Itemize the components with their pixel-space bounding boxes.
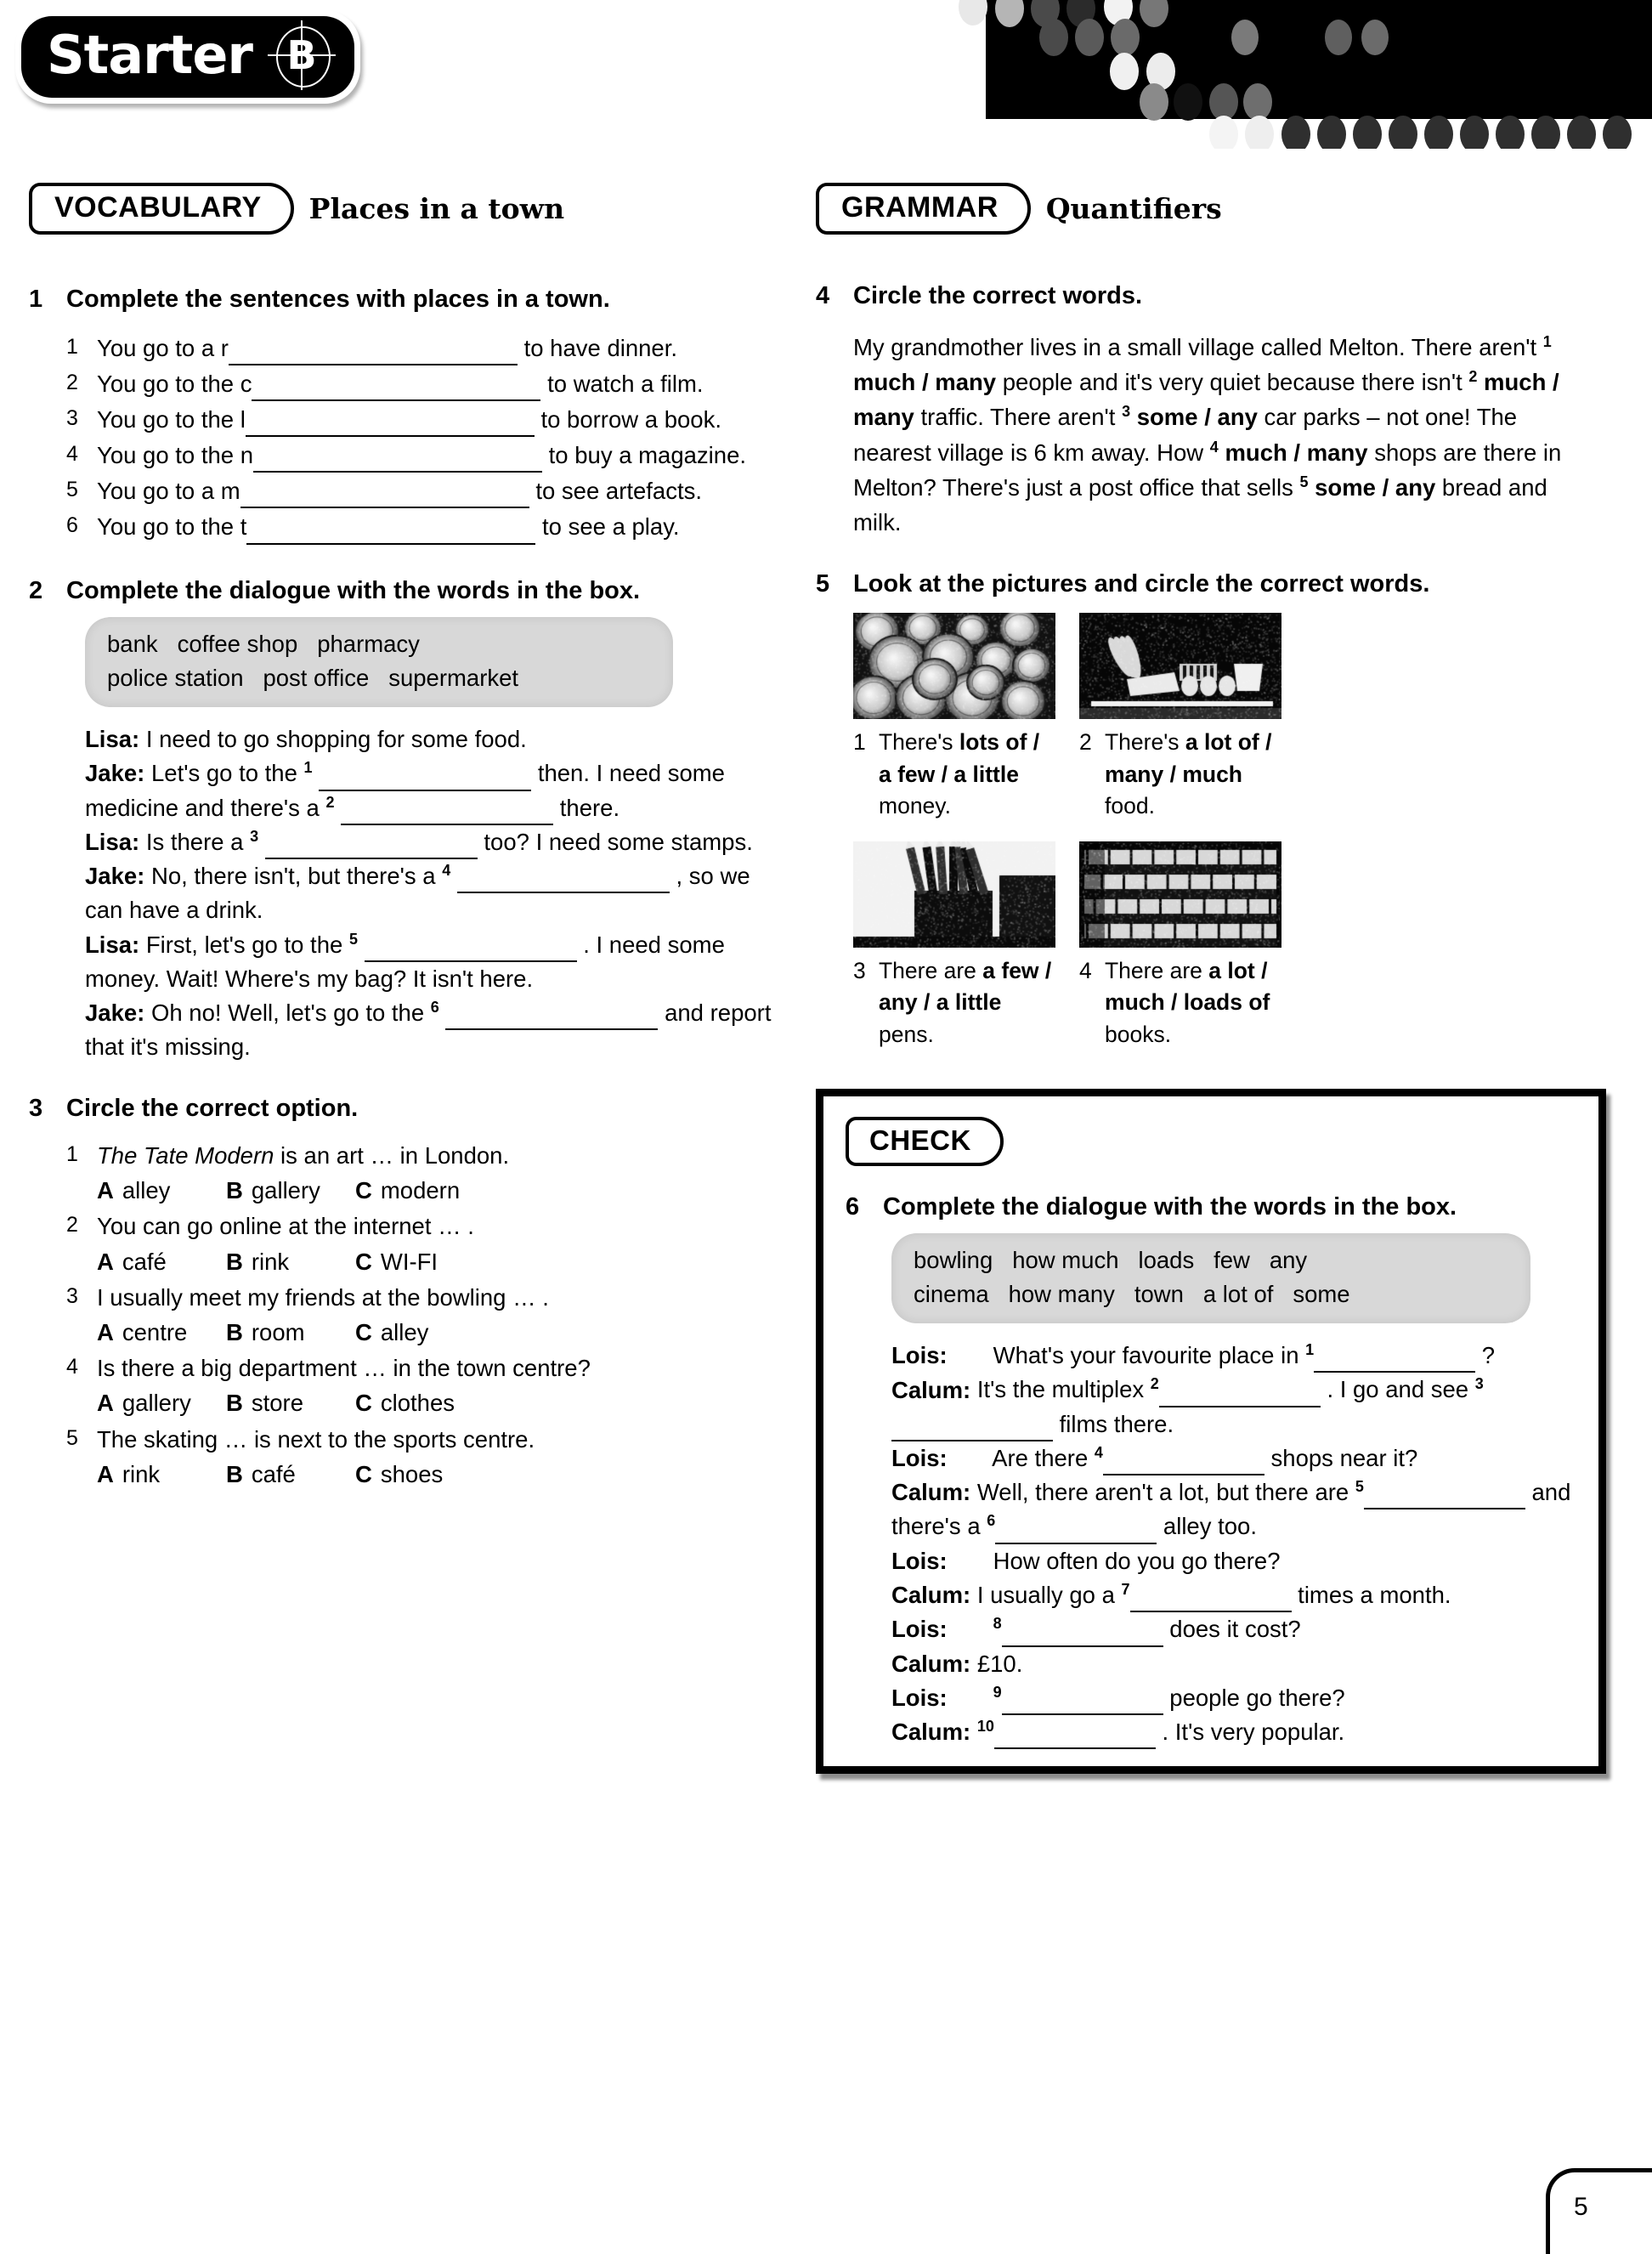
exercise-2-title: Complete the dialogue with the words in the box. xyxy=(66,576,641,604)
decoration-dots xyxy=(884,0,1652,149)
question-text: The skating … is next to the sports centre. xyxy=(97,1425,535,1453)
option-b[interactable]: B rink xyxy=(226,1248,290,1275)
dialogue-speaker: Calum: xyxy=(891,1479,971,1506)
question-text: I usually meet my friends at the bowling … . xyxy=(97,1283,549,1311)
option-b[interactable]: B room xyxy=(226,1319,305,1346)
gap-number: 7 xyxy=(1121,1580,1130,1598)
pens-pot-photo xyxy=(853,841,1055,948)
word-chip: police station xyxy=(107,665,244,692)
choice-pair[interactable]: some / any xyxy=(1136,404,1258,431)
exercise-6-number: 6 xyxy=(846,1192,860,1220)
caption-text: There's lots of / a few / a little money. xyxy=(879,728,1040,819)
option-a[interactable]: A centre xyxy=(97,1319,188,1346)
exercise-2 xyxy=(29,575,794,1065)
option-letter: C xyxy=(355,1390,372,1417)
dialogue-speaker: Calum: xyxy=(891,1376,971,1403)
exercise-6-word-box xyxy=(891,1233,1530,1323)
exercise-1-item xyxy=(66,474,794,508)
dialogue-speaker: Lois: xyxy=(891,1342,948,1369)
caption-number: 1 xyxy=(853,728,866,755)
item-text: You go to the n to buy a magazine. xyxy=(97,439,794,473)
option-row xyxy=(97,1173,794,1208)
option-letter: C xyxy=(355,1319,372,1346)
dialogue-line: Calum: Well, there aren't a lot, but there are $^5$ and there's a $^6$ alley too. xyxy=(891,1475,1576,1544)
chapter-badge xyxy=(271,25,332,86)
exercise-3 xyxy=(29,1093,794,1492)
option-b[interactable]: B gallery xyxy=(226,1177,320,1204)
gap-number: 3 xyxy=(1122,403,1131,421)
answer-blank[interactable] xyxy=(1002,1690,1163,1715)
choice-pair[interactable]: much / many xyxy=(1225,439,1368,466)
word-chip: post office xyxy=(263,665,370,692)
dialogue-speaker: Lois: xyxy=(891,1616,948,1643)
question-text: The Tate Modern is an art … in London. xyxy=(97,1142,510,1169)
item-number: 2 xyxy=(66,1213,78,1237)
option-letter: B xyxy=(226,1460,243,1487)
answer-blank[interactable] xyxy=(1364,1484,1525,1509)
choice-options[interactable]: lots of / a few / a little xyxy=(879,728,1040,787)
gap-number: 5 xyxy=(348,930,358,948)
choice-pair[interactable]: much / many xyxy=(853,369,1559,431)
item-number: 5 xyxy=(66,478,78,502)
page-number-badge xyxy=(1546,2168,1652,2254)
coins-photo xyxy=(853,613,1055,719)
option-letter: C xyxy=(355,1177,372,1204)
word-chip: a lot of xyxy=(1202,1281,1274,1308)
dialogue-line: Jake: Let's go to the $^1$ then. I need some medicine and there's a $^2$ there. xyxy=(85,756,794,825)
question-text: You can go online at the internet … . xyxy=(97,1213,474,1240)
option-c[interactable]: C modern xyxy=(355,1177,461,1204)
caption-number: 3 xyxy=(853,957,866,983)
dialogue-line: Lois: How often do you go there? xyxy=(891,1544,1576,1578)
chapter-title: Starter xyxy=(47,24,252,86)
word-chip: coffee shop xyxy=(177,631,298,658)
answer-blank[interactable] xyxy=(265,834,478,859)
dialogue-speaker: Jake: xyxy=(85,760,151,787)
exercise-1-item xyxy=(66,331,794,365)
exercise-6-dialogue xyxy=(891,1339,1576,1749)
word-chip: few xyxy=(1214,1247,1250,1274)
option-letter: A xyxy=(97,1319,114,1346)
dialogue-line: Lisa: Is there a $^3$ too? I need some stamps. xyxy=(85,825,794,859)
gap-number: 8 xyxy=(993,1615,1002,1633)
option-row xyxy=(97,1315,794,1350)
answer-blank[interactable] xyxy=(457,868,670,893)
answer-blank[interactable] xyxy=(1314,1347,1475,1373)
dialogue-line: Calum: I usually go a $^7$ times a month. xyxy=(891,1578,1576,1612)
answer-blank[interactable] xyxy=(1159,1382,1321,1407)
choice-options[interactable]: a lot of / many / much xyxy=(1105,728,1272,787)
exercise-4-title: Circle the correct words. xyxy=(853,282,1143,310)
item-text xyxy=(97,1423,794,1492)
answer-blank[interactable] xyxy=(1002,1621,1163,1646)
dialogue-line: Calum: It's the multiplex $^2$ . I go and see $^3$ films there. xyxy=(891,1373,1576,1441)
exercise-1 xyxy=(29,284,794,545)
item-text: You go to the t to see a play. xyxy=(97,510,794,544)
halftone-decoration xyxy=(884,0,1652,149)
item-number: 4 xyxy=(66,1355,78,1379)
answer-blank[interactable] xyxy=(319,765,531,790)
picture-cell xyxy=(853,613,1055,841)
answer-blank[interactable] xyxy=(891,1416,1053,1441)
option-letter: C xyxy=(355,1460,372,1487)
dialogue-speaker: Lois: xyxy=(891,1445,948,1472)
gap-number: 4 xyxy=(442,862,451,880)
dialogue-speaker: Lois: xyxy=(891,1547,948,1574)
option-c[interactable]: C shoes xyxy=(355,1460,444,1487)
picture-cell xyxy=(1079,613,1281,841)
caption-text: There's a lot of / many / much food. xyxy=(1105,728,1272,819)
dialogue-speaker: Jake: xyxy=(85,1000,151,1027)
dialogue-speaker: Jake: xyxy=(85,863,151,890)
exercise-2-word-box xyxy=(85,617,673,707)
gap-number: 6 xyxy=(430,998,439,1016)
item-text: You go to a m to see artefacts. xyxy=(97,474,794,508)
option-letter: A xyxy=(97,1248,114,1275)
item-text xyxy=(97,1209,794,1278)
option-letter: A xyxy=(97,1460,114,1487)
word-chip: supermarket xyxy=(388,665,519,692)
answer-blank[interactable] xyxy=(252,376,540,401)
picture-caption xyxy=(1079,727,1281,823)
answer-blank[interactable] xyxy=(229,340,518,365)
option-letter: A xyxy=(97,1390,114,1417)
option-c[interactable]: C WI-FI xyxy=(355,1248,438,1275)
gap-number: 1 xyxy=(1542,332,1552,350)
word-chip: how much xyxy=(1012,1247,1119,1274)
dialogue-line: Jake: Oh no! Well, let's go to the $^6$ and report that it's missing. xyxy=(85,998,772,1061)
grammar-pill: GRAMMAR xyxy=(816,183,1031,235)
option-a[interactable]: A alley xyxy=(97,1177,171,1204)
picture-caption xyxy=(853,955,1055,1051)
exercise-6 xyxy=(846,1192,1576,1750)
choice-pair[interactable]: much / many xyxy=(853,369,997,396)
item-number: 1 xyxy=(66,334,78,359)
option-letter: C xyxy=(355,1248,372,1275)
option-b[interactable]: B café xyxy=(226,1460,296,1487)
option-row xyxy=(97,1457,794,1492)
answer-blank[interactable] xyxy=(1130,1587,1292,1612)
exercise-3-item xyxy=(66,1423,794,1492)
dialogue-speaker: Lois: xyxy=(891,1684,948,1711)
item-text: You go to the l to borrow a book. xyxy=(97,403,794,437)
answer-blank[interactable] xyxy=(341,800,553,825)
caption-text: There are a few / any / a little pens. xyxy=(879,957,1052,1048)
word-chip: bowling xyxy=(914,1247,993,1274)
exercise-2-number: 2 xyxy=(29,576,43,604)
option-a[interactable]: A gallery xyxy=(97,1390,191,1417)
item-number: 2 xyxy=(66,370,78,394)
choice-pair[interactable]: some / any xyxy=(1315,473,1436,501)
dialogue-speaker: Calum: xyxy=(891,1650,971,1677)
exercise-3-item xyxy=(66,1351,794,1420)
item-number: 4 xyxy=(66,442,78,467)
exercise-1-item xyxy=(66,403,794,437)
dialogue-line: Lois: $^9$ people go there? xyxy=(891,1681,1576,1715)
grammar-section-header xyxy=(816,183,1606,235)
exercise-4-paragraph: My grandmother lives in a small village called Melton. There aren't $^1$ much / many people and it's very quiet because there isn't $^2$ much / many traffic. There aren't $^3$ some / any car parks – not one! The nearest village is 6 km away. How $^4$ much / many shops are there in Melton? There's just a post office that sells $^5$ some / any bread and milk. xyxy=(853,332,1562,536)
picture-cell xyxy=(853,841,1055,1070)
gap-number: 5 xyxy=(1355,1478,1364,1496)
exercise-3-item xyxy=(66,1281,794,1350)
caption-number: 2 xyxy=(1079,728,1092,755)
exercise-1-item xyxy=(66,510,794,544)
word-chip: some xyxy=(1293,1281,1350,1308)
dialogue-speaker: Calum: xyxy=(891,1582,971,1609)
page-number: 5 xyxy=(1574,2193,1588,2221)
option-row xyxy=(97,1385,794,1420)
check-pill: CHECK xyxy=(846,1117,1004,1166)
gap-number: 4 xyxy=(1209,438,1219,456)
question-text: Is there a big department … in the town centre? xyxy=(97,1355,591,1382)
item-number: 1 xyxy=(66,1142,78,1167)
exercise-3-item xyxy=(66,1209,794,1278)
option-a[interactable]: A rink xyxy=(97,1460,161,1487)
dialogue-line: Calum: $^{10}$ . It's very popular. xyxy=(891,1715,1576,1749)
item-text xyxy=(97,1351,794,1420)
gap-number: 2 xyxy=(1150,1375,1159,1393)
gap-number: 6 xyxy=(987,1512,996,1530)
item-text: You go to a r to have dinner. xyxy=(97,331,794,365)
exercise-6-title: Complete the dialogue with the words in the box. xyxy=(883,1192,1457,1220)
italic-title: The Tate Modern xyxy=(97,1142,274,1169)
option-letter: A xyxy=(97,1177,114,1204)
item-number: 6 xyxy=(66,513,78,538)
gap-number: 3 xyxy=(250,827,259,845)
item-number: 5 xyxy=(66,1425,78,1450)
dialogue-line: Calum: £10. xyxy=(891,1647,1576,1681)
option-letter: B xyxy=(226,1248,243,1275)
option-letter: B xyxy=(226,1319,243,1346)
dialogue-speaker: Lisa: xyxy=(85,931,146,958)
word-chip: loads xyxy=(1138,1247,1195,1274)
caption-text: There are a lot / much / loads of books. xyxy=(1105,957,1270,1048)
caption-number: 4 xyxy=(1079,957,1092,983)
option-c[interactable]: C clothes xyxy=(355,1390,455,1417)
dialogue-speaker: Calum: xyxy=(891,1719,971,1746)
picture-cell xyxy=(1079,841,1281,1070)
gap-number: 3 xyxy=(1474,1375,1484,1393)
answer-blank[interactable] xyxy=(1103,1450,1264,1475)
dialogue-line: Lisa: I need to go shopping for some food. xyxy=(85,726,527,753)
picture-caption xyxy=(853,727,1055,823)
item-text: You go to the c to watch a film. xyxy=(97,367,794,401)
exercise-4-number: 4 xyxy=(816,282,830,310)
dialogue-line: Jake: No, there isn't, but there's a $^4$ , so we can have a drink. xyxy=(85,862,750,924)
exercise-1-title: Complete the sentences with places in a town. xyxy=(66,286,610,314)
gap-number: 5 xyxy=(1299,473,1309,490)
word-chip: any xyxy=(1269,1247,1308,1274)
answer-blank[interactable] xyxy=(253,447,542,473)
exercise-5 xyxy=(816,569,1606,1069)
item-text xyxy=(97,1281,794,1350)
item-number: 3 xyxy=(66,1283,78,1308)
word-chip: town xyxy=(1134,1281,1184,1308)
word-chip: pharmacy xyxy=(317,631,420,658)
gap-number: 9 xyxy=(993,1683,1002,1701)
option-a[interactable]: A café xyxy=(97,1248,167,1275)
word-chip: cinema xyxy=(914,1281,989,1308)
option-letter: B xyxy=(226,1177,243,1204)
exercise-2-dialogue xyxy=(85,722,794,1064)
gap-number: 2 xyxy=(325,793,335,811)
picture-caption xyxy=(1079,955,1281,1051)
dialogue-line: Lois: What's your favourite place in $^1$ ? xyxy=(891,1339,1576,1373)
exercise-4 xyxy=(816,280,1606,540)
gap-number: 2 xyxy=(1468,367,1478,385)
answer-blank[interactable] xyxy=(365,937,577,962)
gap-number: 1 xyxy=(303,759,313,777)
food-shelf-photo xyxy=(1079,613,1281,719)
gap-number: 10 xyxy=(976,1717,994,1735)
gap-number: 1 xyxy=(1305,1341,1315,1359)
exercise-1-number: 1 xyxy=(29,286,43,314)
dialogue-line: Lois: $^8$ does it cost? xyxy=(891,1612,1576,1646)
dialogue-speaker: Lisa: xyxy=(85,726,146,753)
option-b[interactable]: B store xyxy=(226,1390,304,1417)
answer-blank[interactable] xyxy=(240,483,529,508)
exercise-1-item xyxy=(66,439,794,473)
option-c[interactable]: C alley xyxy=(355,1319,429,1346)
bookshelf-photo xyxy=(1079,841,1281,948)
exercise-5-title: Look at the pictures and circle the correct words. xyxy=(853,570,1430,598)
vocabulary-section-header xyxy=(29,183,794,235)
choice-options[interactable]: a few / any / a little xyxy=(879,957,1052,1016)
dialogue-line: Lois: Are there $^4$ shops near it? xyxy=(891,1441,1576,1475)
answer-blank[interactable] xyxy=(445,1005,658,1030)
option-row xyxy=(97,1244,794,1279)
answer-blank[interactable] xyxy=(995,1519,1157,1544)
word-chip: how many xyxy=(1008,1281,1115,1308)
exercise-1-item xyxy=(66,367,794,401)
choice-options[interactable]: a lot / much / loads of xyxy=(1105,957,1270,1016)
vocabulary-subtitle: Places in a town xyxy=(308,192,565,226)
gap-number: 4 xyxy=(1094,1443,1103,1461)
exercise-3-item xyxy=(66,1139,794,1208)
dialogue-line: Lisa: First, let's go to the $^5$ . I need some money. Wait! Where's my bag? It isn't here. xyxy=(85,930,725,992)
option-letter: B xyxy=(226,1390,243,1417)
grammar-subtitle: Quantifiers xyxy=(1045,192,1222,226)
exercise-5-number: 5 xyxy=(816,570,830,598)
item-number: 3 xyxy=(66,406,78,431)
vocabulary-pill: VOCABULARY xyxy=(29,183,294,235)
chapter-banner xyxy=(15,10,360,104)
exercise-3-number: 3 xyxy=(29,1095,43,1123)
answer-blank[interactable] xyxy=(246,519,535,545)
item-text xyxy=(97,1139,794,1208)
chapter-badge-letter: B xyxy=(286,32,317,78)
answer-blank[interactable] xyxy=(246,411,535,437)
word-chip: bank xyxy=(107,631,158,658)
exercise-3-title: Circle the correct option. xyxy=(66,1095,359,1123)
answer-blank[interactable] xyxy=(994,1724,1156,1749)
check-box xyxy=(816,1089,1606,1775)
dialogue-speaker: Lisa: xyxy=(85,828,146,855)
